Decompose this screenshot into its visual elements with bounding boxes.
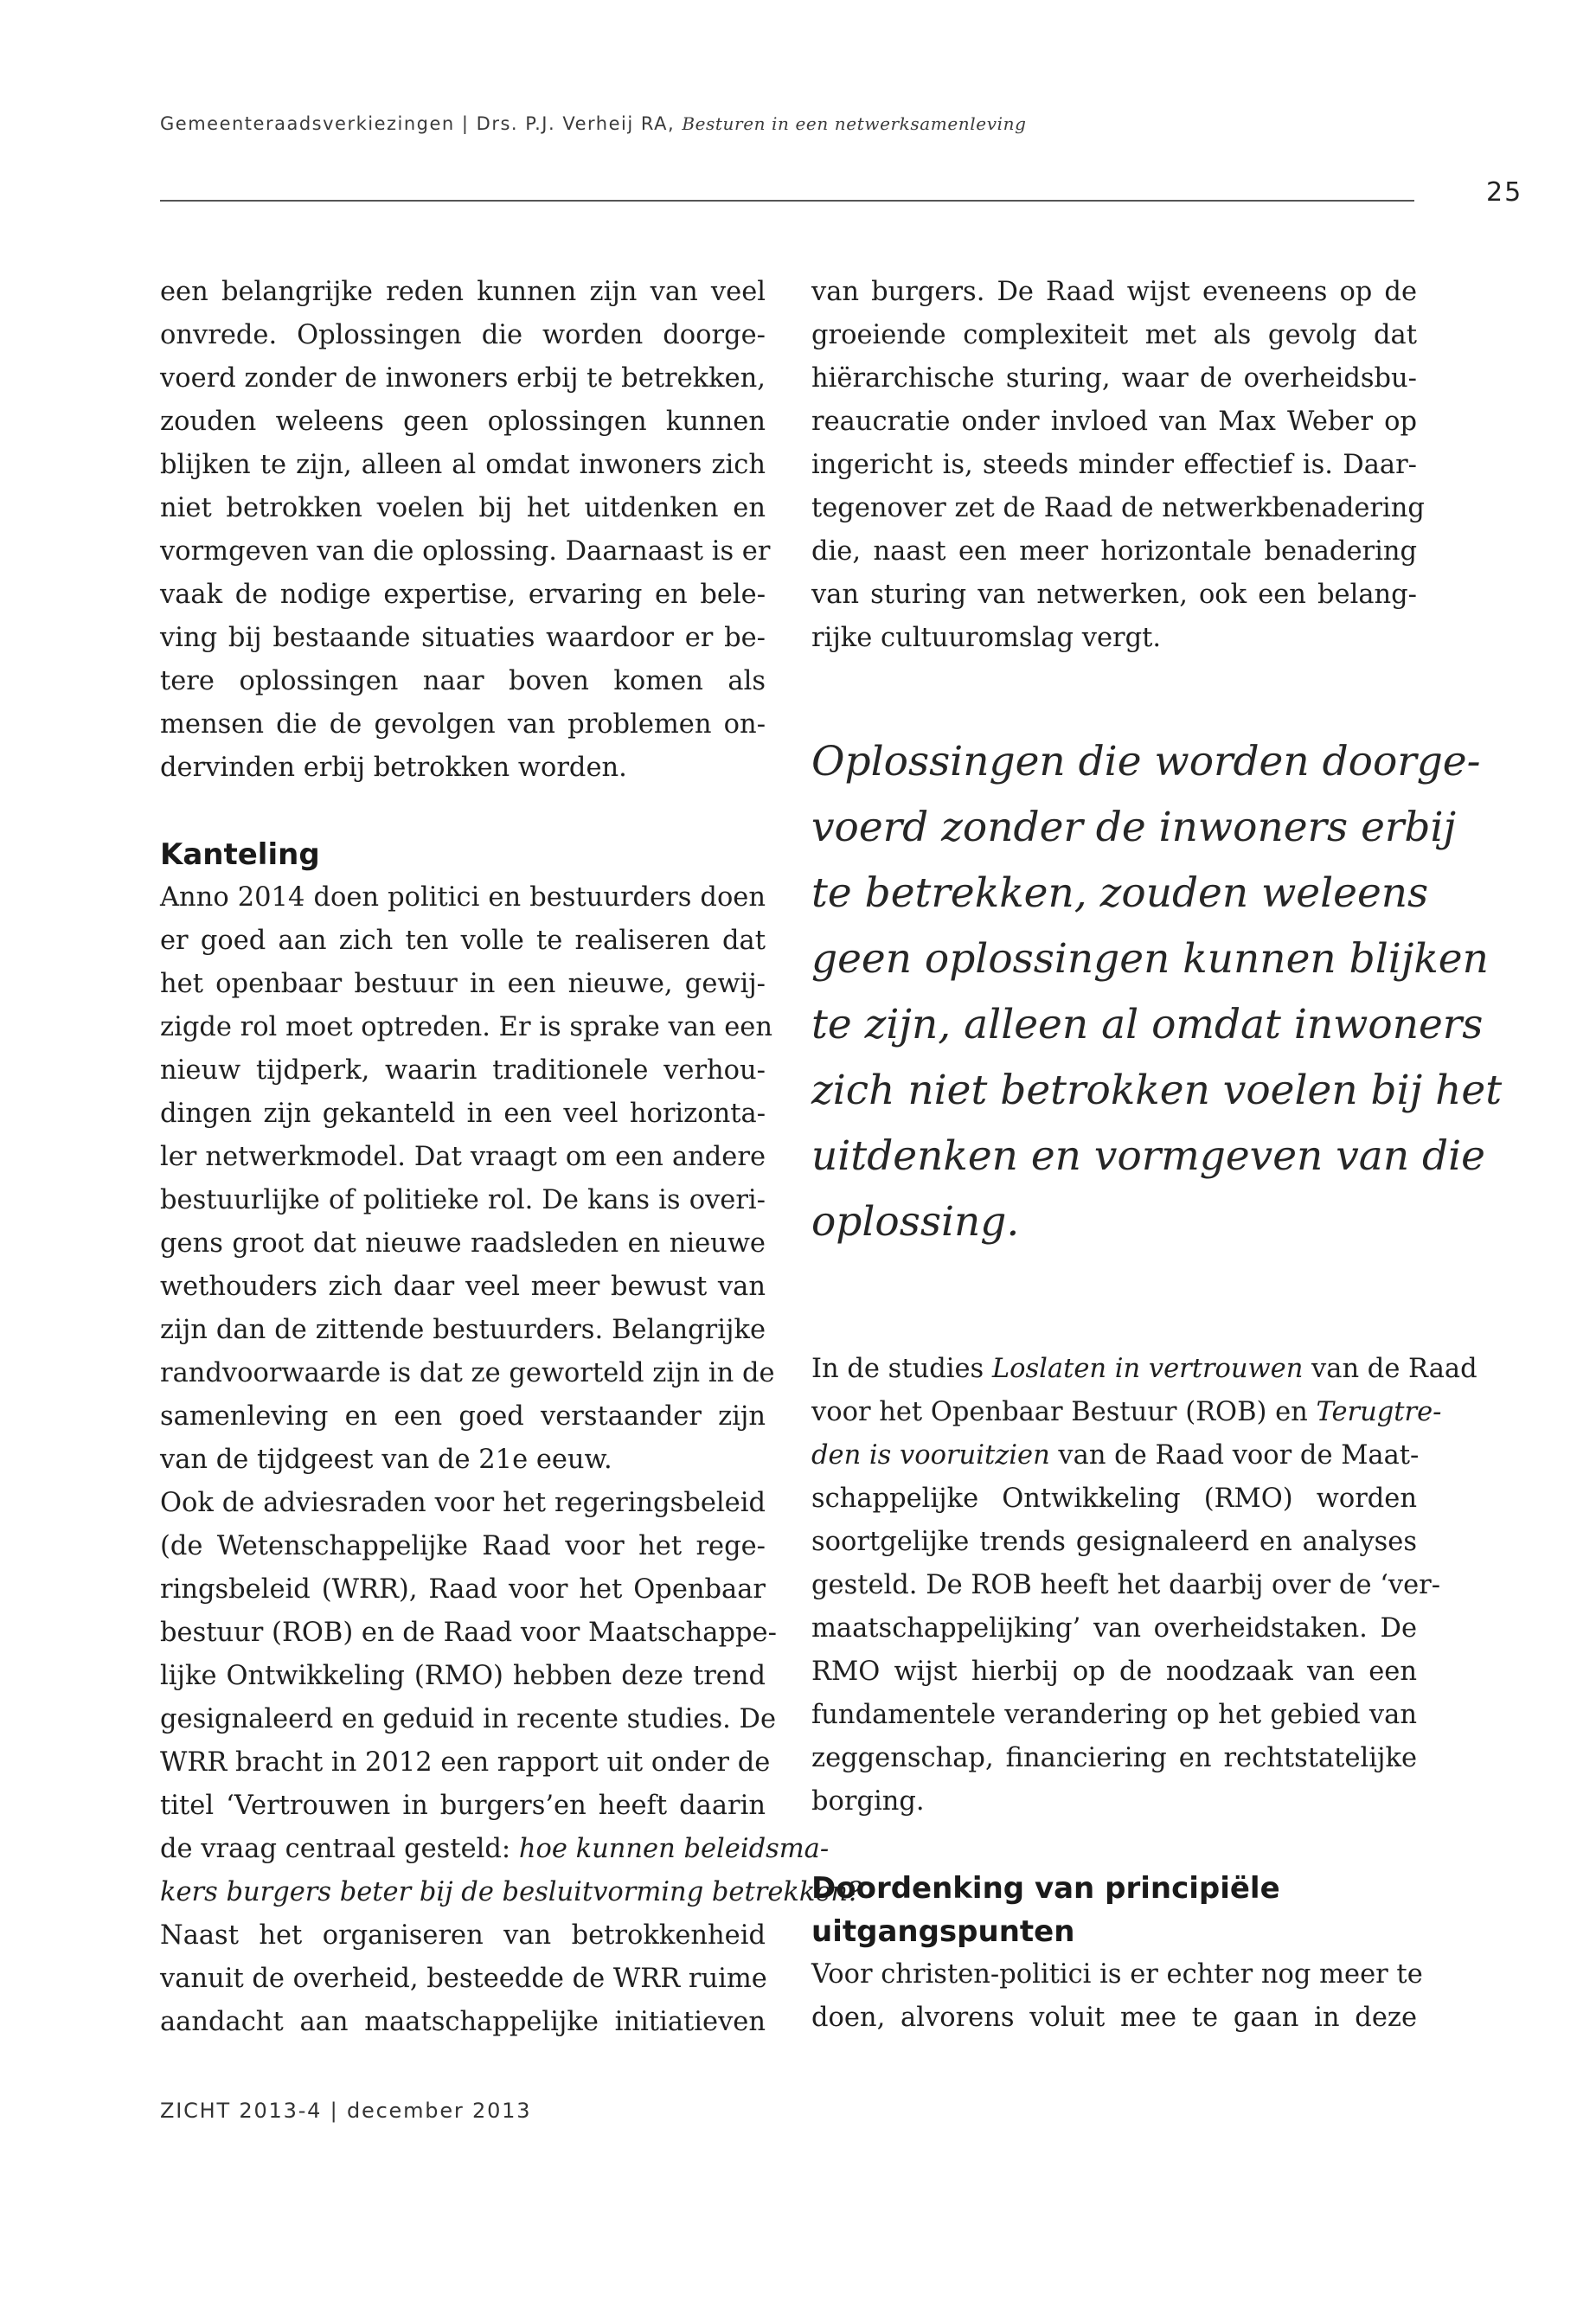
text-span: In de studies: [811, 1354, 992, 1384]
quote-line: geen oplossingen kunnen blijken: [811, 935, 1489, 983]
section-heading-kanteling: Kanteling: [160, 837, 320, 872]
text-line: mensen die de gevolgen van problemen on-: [160, 709, 766, 740]
running-head-title: Besturen in een netwerksamenleving: [682, 113, 1027, 134]
text-line: [160, 1871, 862, 1914]
text-line: borging.: [811, 1786, 925, 1817]
text-line: nieuw tijdperk, waarin traditionele verhou-: [160, 1055, 766, 1086]
text-line: een belangrijke reden kunnen zijn van veel: [160, 277, 766, 307]
text-line: onvrede. Oplossingen die worden doorge-: [160, 320, 766, 350]
text-line: wethouders zich daar veel meer bewust van: [160, 1272, 766, 1302]
text-line: [811, 1391, 1442, 1434]
text-line: bestuurlijke of politieke rol. De kans is overi-: [160, 1185, 766, 1215]
section-heading-doordenking-line-2: uitgangspunten: [811, 1914, 1075, 1949]
text-line: randvoorwaarde is dat ze geworteld zijn in de: [160, 1358, 775, 1388]
text-line: gesignaleerd en geduid in recente studies. De: [160, 1704, 777, 1734]
study-title: Loslaten in vertrouwen: [991, 1354, 1304, 1384]
page-number: 25: [1486, 177, 1523, 208]
text-line: WRR bracht in 2012 een rapport uit onder de: [160, 1747, 771, 1778]
text-line: het openbaar bestuur in een nieuwe, gewij-: [160, 969, 766, 999]
footer: ZICHT 2013-4 | december 2013: [160, 2099, 532, 2123]
text-line: [811, 1348, 1477, 1391]
right-paragraph-1: [811, 271, 1425, 660]
text-line: gesteld. De ROB heeft het daarbij over de ‘ver-: [811, 1570, 1441, 1600]
quote-line: uitdenken en vormgeven van die: [811, 1132, 1485, 1180]
text-span: de vraag centraal gesteld:: [160, 1834, 519, 1864]
text-line: hiërarchische sturing, waar de overheidsbu-: [811, 363, 1417, 394]
text-line: ringsbeleid (WRR), Raad voor het Openbaar: [160, 1574, 766, 1605]
text-line: tegenover zet de Raad de netwerkbenadering: [811, 493, 1425, 523]
running-head-main: Gemeenteraadsverkiezingen | Drs. P.J. Verheij RA,: [160, 113, 683, 134]
text-line: soortgelijke trends gesignaleerd en analyses: [811, 1527, 1417, 1557]
text-line: aandacht aan maatschappelijke initiatieven: [160, 2007, 766, 2037]
section-heading-doordenking: Doordenking van principiële: [811, 1871, 1280, 1906]
text-span: voor het Openbaar Bestuur (ROB) en: [811, 1397, 1317, 1427]
quote-line: Oplossingen die worden doorge-: [811, 738, 1481, 785]
left-column: [160, 271, 862, 2044]
text-line: zigde rol moet optreden. Er is sprake van een: [160, 1012, 772, 1042]
text-line: rijke cultuuromslag vergt.: [811, 623, 1162, 653]
italic-question: kers burgers beter bij de besluitvorming betrekken?: [160, 1877, 862, 1907]
text-line: van burgers. De Raad wijst eveneens op de: [811, 277, 1417, 307]
text-line: ving bij bestaande situaties waardoor er be-: [160, 623, 766, 653]
text-line: samenleving en een goed verstaander zijn: [160, 1401, 766, 1432]
text-line: maatschappelijking’ van overheidstaken. De: [811, 1613, 1417, 1644]
text-line: zeggenschap, financiering en rechtstatelijke: [811, 1743, 1417, 1773]
text-span: van de Raad voor de Maat-: [1049, 1440, 1420, 1471]
left-paragraph-1: [160, 271, 771, 790]
text-line: dervinden erbij betrokken worden.: [160, 753, 627, 783]
header-rule: [160, 200, 1414, 202]
text-line: titel ‘Vertrouwen in burgers’en heeft daarin: [160, 1791, 766, 1821]
text-line: (de Wetenschappelijke Raad voor het rege-: [160, 1531, 766, 1561]
text-line: ingericht is, steeds minder effectief is. Daar-: [811, 450, 1417, 480]
text-line: [811, 1434, 1420, 1477]
text-line: van sturing van netwerken, ook een belang-: [811, 580, 1417, 610]
text-line: Ook de adviesraden voor het regeringsbeleid: [160, 1488, 766, 1518]
text-line: vaak de nodige expertise, ervaring en bele-: [160, 580, 766, 610]
text-line: niet betrokken voelen bij het uitdenken en: [160, 493, 766, 523]
quote-line: oplossing.: [811, 1198, 1020, 1246]
text-line: fundamentele verandering op het gebied van: [811, 1700, 1417, 1730]
text-line: tere oplossingen naar boven komen als: [160, 666, 766, 696]
text-line: van de tijdgeest van de 21e eeuw.: [160, 1445, 612, 1475]
text-line: voerd zonder de inwoners erbij te betrekken,: [160, 363, 766, 394]
text-line: bestuur (ROB) en de Raad voor Maatschappe-: [160, 1618, 777, 1648]
study-title: den is vooruitzien: [811, 1440, 1050, 1471]
quote-line: voerd zonder de inwoners erbij: [811, 804, 1457, 851]
quote-line: zich niet betrokken voelen bij het: [811, 1067, 1503, 1114]
text-line: Anno 2014 doen politici en bestuurders doen: [160, 882, 766, 913]
text-line: lijke Ontwikkeling (RMO) hebben deze trend: [160, 1661, 766, 1691]
text-line: zijn dan de zittende bestuurders. Belangrijke: [160, 1315, 766, 1345]
text-line: Voor christen-politici is er echter nog meer te: [811, 1959, 1423, 1990]
left-paragraph-2: [160, 876, 775, 1482]
left-paragraph-3: [160, 1482, 862, 2044]
text-line: dingen zijn gekanteld in een veel horizonta-: [160, 1099, 766, 1129]
text-line: gens groot dat nieuwe raadsleden en nieuwe: [160, 1228, 766, 1259]
right-paragraph-3: [811, 1953, 1423, 2040]
text-line: Naast het organiseren van betrokkenheid: [160, 1920, 766, 1951]
right-paragraph-2: [811, 1348, 1477, 1823]
text-line: RMO wijst hierbij op de noodzaak van een: [811, 1657, 1417, 1687]
study-title: Terugtre-: [1316, 1397, 1442, 1427]
text-line: reaucratie onder invloed van Max Weber op: [811, 407, 1417, 437]
quote-line: te betrekken, zouden weleens: [811, 869, 1429, 917]
text-span: van de Raad: [1303, 1354, 1477, 1384]
text-line: vanuit de overheid, besteedde de WRR ruime: [160, 1964, 767, 1994]
text-line: doen, alvorens voluit mee te gaan in deze: [811, 2003, 1417, 2033]
text-line: vormgeven van die oplossing. Daarnaast is er: [160, 536, 771, 567]
text-line: er goed aan zich ten volle te realiseren dat: [160, 926, 766, 956]
italic-question: hoe kunnen beleidsma-: [518, 1834, 830, 1864]
running-head: [160, 113, 1026, 134]
text-line: groeiende complexiteit met als gevolg dat: [811, 320, 1417, 350]
pull-quote: [811, 729, 1503, 1255]
text-line: schappelijke Ontwikkeling (RMO) worden: [811, 1484, 1417, 1514]
right-column: [811, 271, 1503, 2040]
quote-line: te zijn, alleen al omdat inwoners: [811, 1001, 1484, 1048]
text-line: ler netwerkmodel. Dat vraagt om een andere: [160, 1142, 766, 1172]
text-line: die, naast een meer horizontale benadering: [811, 536, 1417, 567]
text-line: zouden weleens geen oplossingen kunnen: [160, 407, 766, 437]
text-line: blijken te zijn, alleen al omdat inwoners zich: [160, 450, 766, 480]
text-line: [160, 1828, 830, 1871]
